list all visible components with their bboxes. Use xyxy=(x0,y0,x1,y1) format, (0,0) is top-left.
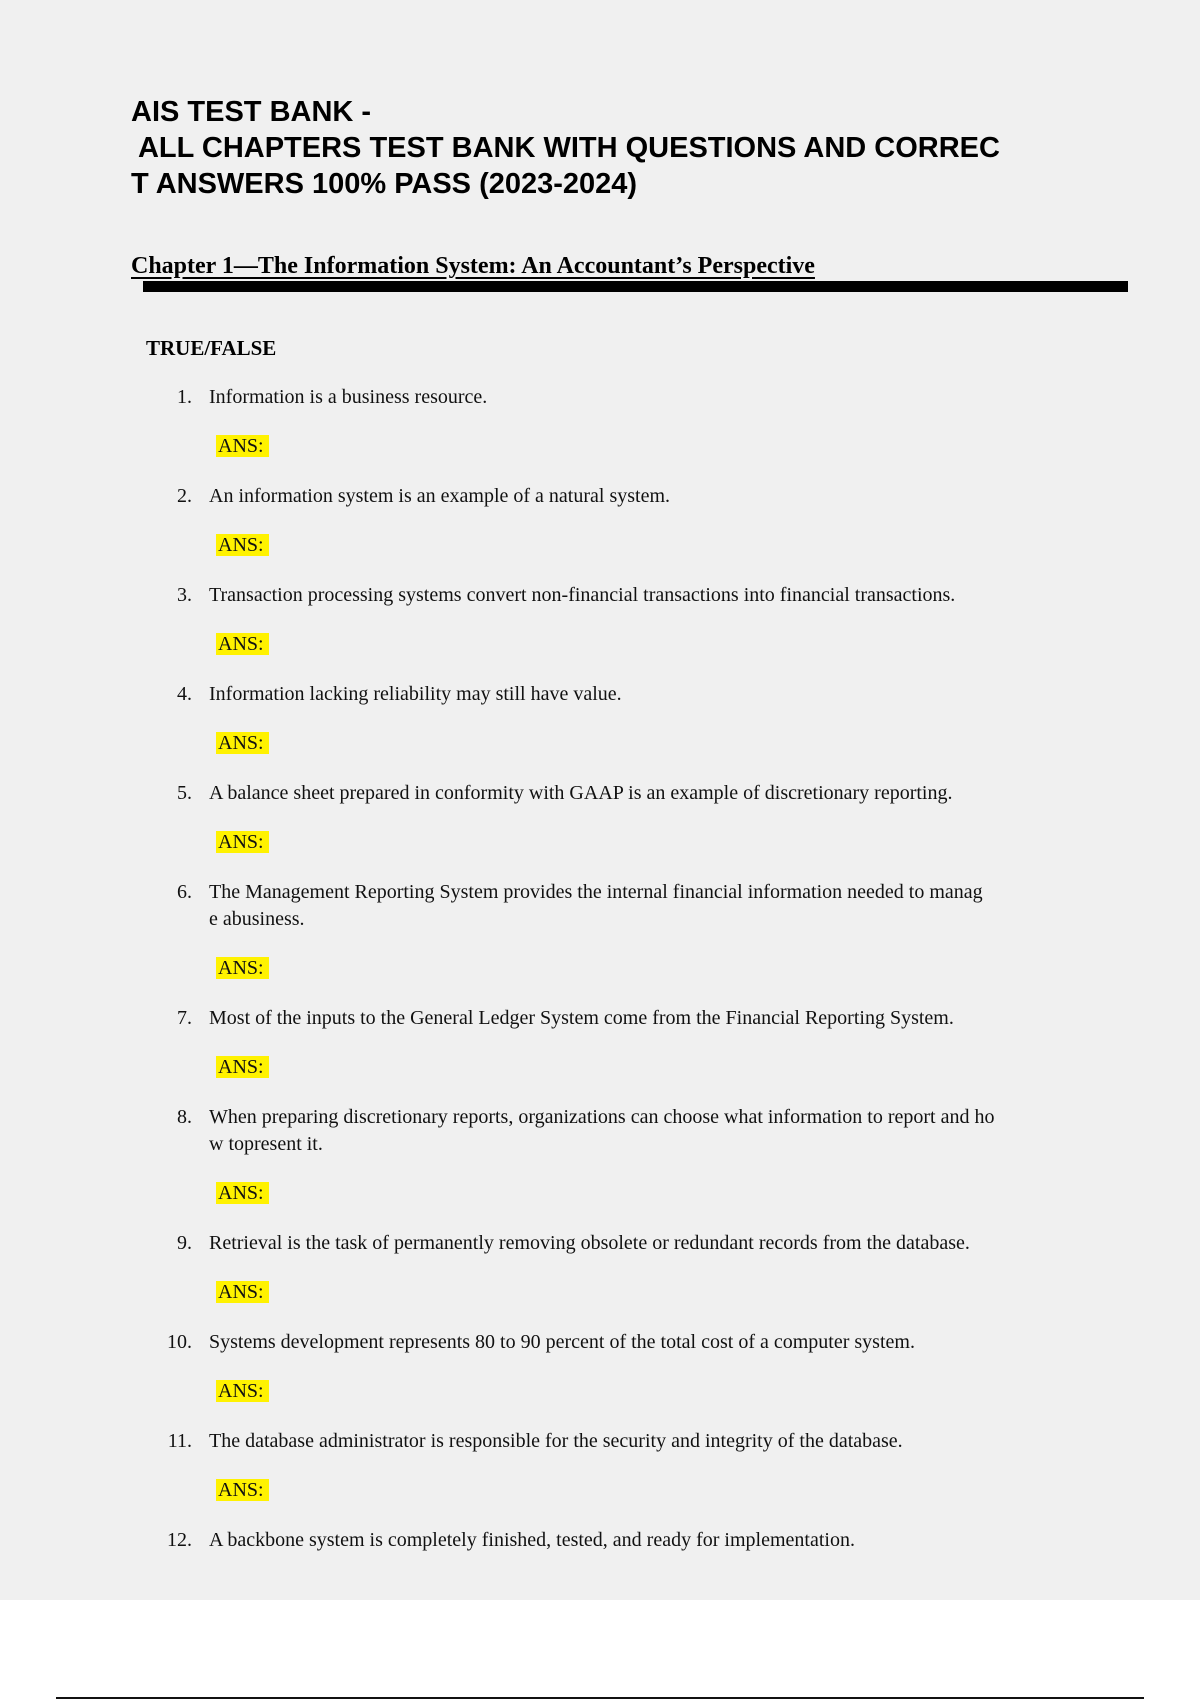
answer-label: ANS: xyxy=(216,1281,269,1303)
question-number: 12. xyxy=(167,1529,192,1551)
question-item xyxy=(0,384,1200,483)
answer-label: ANS: xyxy=(216,957,269,979)
answer-label: ANS: xyxy=(216,633,269,655)
question-number: 8. xyxy=(177,1106,192,1128)
question-number: 7. xyxy=(177,1007,192,1029)
question-item xyxy=(0,483,1200,582)
question-text: Systems development represents 80 to 90 percent of the total cost of a computer system. xyxy=(209,1331,915,1353)
question-number: 6. xyxy=(177,881,192,903)
answer-label: ANS: xyxy=(216,732,269,754)
answer-label: ANS: xyxy=(216,534,269,556)
answer-label: ANS: xyxy=(216,1479,269,1501)
chapter-heading: Chapter 1—The Information System: An Accountant’s Perspective xyxy=(131,253,815,279)
question-list xyxy=(0,384,1200,1554)
question-number: 10. xyxy=(167,1331,192,1353)
question-item xyxy=(0,681,1200,780)
answer-label: ANS: xyxy=(216,435,269,457)
question-text: A balance sheet prepared in conformity with GAAP is an example of discretionary reporting. xyxy=(209,782,953,804)
question-number: 5. xyxy=(177,782,192,804)
question-text: When preparing discretionary reports, organizations can choose what information to report and ho w topresent it. xyxy=(209,1106,995,1155)
question-text: The Management Reporting System provides the internal financial information needed to manag e abusiness. xyxy=(209,881,983,930)
question-number: 9. xyxy=(177,1232,192,1254)
question-text: Information is a business resource. xyxy=(209,386,488,408)
answer-label: ANS: xyxy=(216,1056,269,1078)
question-item xyxy=(0,1104,1200,1230)
answer-label: ANS: xyxy=(216,1380,269,1402)
question-item xyxy=(0,582,1200,681)
question-text: Retrieval is the task of permanently removing obsolete or redundant records from the database. xyxy=(209,1232,970,1254)
question-number: 1. xyxy=(177,386,192,408)
question-item xyxy=(0,1428,1200,1527)
question-text: A backbone system is completely finished, tested, and ready for implementation. xyxy=(209,1529,855,1551)
question-item xyxy=(0,1329,1200,1428)
document-title-line: ALL CHAPTERS TEST BANK WITH QUESTIONS AND CORREC xyxy=(131,132,1000,164)
question-item xyxy=(0,879,1200,1005)
document-title xyxy=(131,94,1000,202)
question-text: An information system is an example of a natural system. xyxy=(209,485,671,507)
question-number: 4. xyxy=(177,683,192,705)
question-text: Most of the inputs to the General Ledger System come from the Financial Reporting System. xyxy=(209,1007,954,1029)
question-item xyxy=(0,1230,1200,1329)
question-item xyxy=(0,1527,1200,1554)
question-text: Transaction processing systems convert non-financial transactions into financial transactions. xyxy=(209,584,956,606)
document-title-line: AIS TEST BANK - xyxy=(131,96,372,128)
answer-label: ANS: xyxy=(216,1182,269,1204)
question-number: 3. xyxy=(177,584,192,606)
question-text: Information lacking reliability may still have value. xyxy=(209,683,622,705)
chapter-divider xyxy=(143,281,1128,292)
section-heading: TRUE/FALSE xyxy=(146,336,277,360)
question-number: 11. xyxy=(167,1430,192,1452)
document-title-line: T ANSWERS 100% PASS (2023-2024) xyxy=(131,168,638,200)
footer-divider xyxy=(56,1697,1144,1699)
question-text: The database administrator is responsible for the security and integrity of the database. xyxy=(209,1430,903,1452)
question-item xyxy=(0,1005,1200,1104)
question-number: 2. xyxy=(177,485,192,507)
answer-label: ANS: xyxy=(216,831,269,853)
question-item xyxy=(0,780,1200,879)
